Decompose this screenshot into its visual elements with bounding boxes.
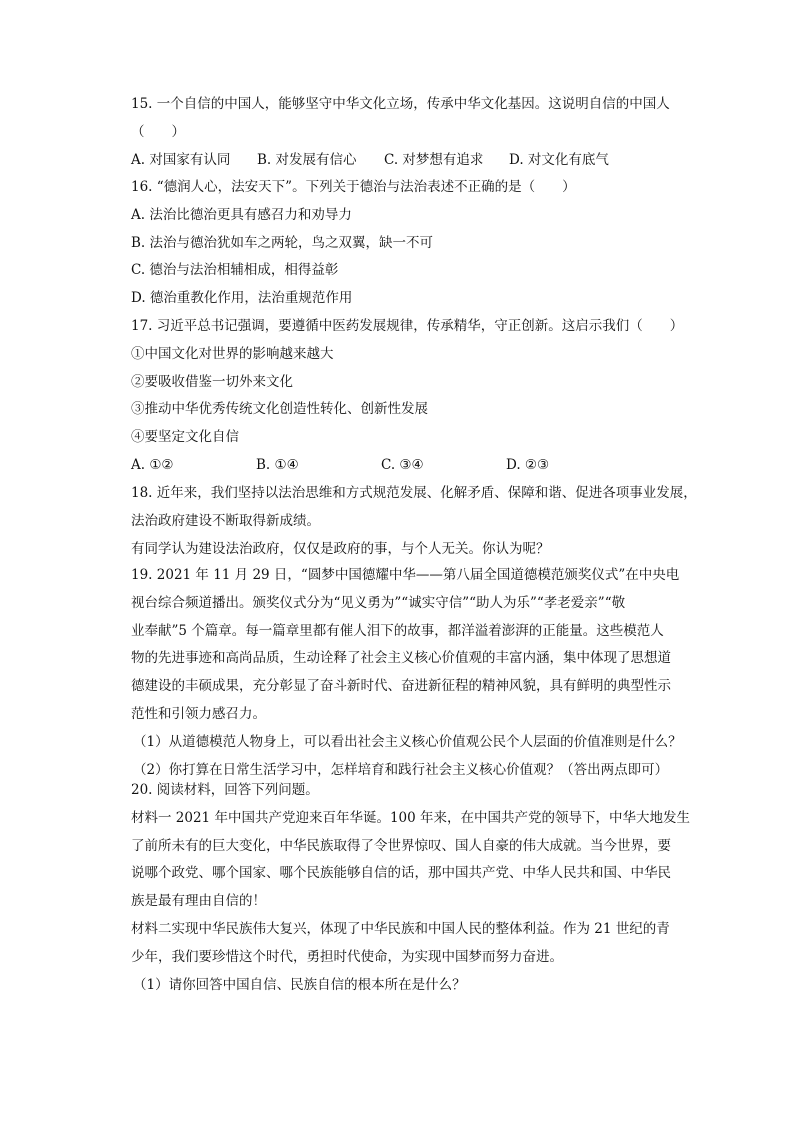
material-1-line-1: 材料一 2021 年中国共产党迎来百年华诞。100 年来，在中国共产党的领导下，中华大地发生 <box>131 809 690 826</box>
question-19-line-3: 业奉献”5 个篇章。每一篇章里都有催人泪下的故事，都洋溢着澎湃的正能量。这些模范人 <box>131 622 664 639</box>
question-15-options <box>131 147 711 175</box>
option-a: A. 对国家有认同 <box>131 151 231 168</box>
option-d: D. 对文化有底气 <box>509 151 609 168</box>
material-1-line-2: 了前所未有的巨大变化，中华民族取得了令世界惊叹、国人自豪的伟大成就。当今世界，要 <box>131 837 671 854</box>
option-a: A. 法治比德治更具有感召力和劝导力 <box>131 206 352 223</box>
question-19-line-6: 范性和引领力感召力。 <box>131 705 266 722</box>
question-18-line-1: 18. 近年来，我们坚持以法治思维和方式规范发展、化解矛盾、保障和谐、促进各项事业发展， <box>131 485 697 501</box>
option-c: C. ③④ <box>381 456 424 473</box>
question-18 <box>131 480 711 563</box>
question-15 <box>131 91 711 174</box>
question-20 <box>131 777 711 999</box>
question-18-prompt: 有同学认为建设法治政府，仅仅是政府的事，与个人无关。你认为呢？ <box>131 540 550 557</box>
question-16-stem: 16. “德润人心，法安天下”。下列关于德治与法治表述不正确的是（ ） <box>131 179 576 195</box>
question-20-stem: 20. 阅读材料，回答下列问题。 <box>131 782 319 798</box>
option-d: D. 德治重教化作用，法治重规范作用 <box>131 290 353 307</box>
question-19-sub-2: （2）你打算在日常生活学习中，怎样培育和践行社会主义核心价值观？（答出两点即可） <box>133 761 669 778</box>
question-16 <box>131 174 711 313</box>
material-1-line-4: 族是最有理由自信的！ <box>131 893 266 910</box>
option-b: B. ①④ <box>256 456 299 473</box>
option-c: C. 对梦想有追求 <box>384 151 484 168</box>
option-a: A. ①② <box>131 456 174 473</box>
question-15-stem: 15. 一个自信的中国人，能够坚守中华文化立场，传承中华文化基因。这说明自信的中国人 <box>131 96 670 112</box>
statement-4: ④要坚定文化自信 <box>131 429 239 446</box>
question-19 <box>131 562 711 784</box>
question-19-line-4: 物的先进事迹和高尚品质，生动诠释了社会主义核心价值观的丰富内涵，集中体现了思想道 <box>131 650 671 667</box>
statement-1: ①中国文化对世界的影响越来越大 <box>131 345 334 362</box>
question-15-answer-blank: （ ） <box>131 123 185 140</box>
question-20-sub-1: （1）请你回答中国自信、民族自信的根本所在是什么？ <box>133 976 466 993</box>
question-19-line-1: 19. 2021 年 11 月 29 日，“圆梦中国德耀中华——第八届全国道德模范颁奖仪式”在中央电 <box>131 567 680 583</box>
option-c: C. 德治与法治相辅相成，相得益彰 <box>131 262 339 279</box>
option-d: D. ②③ <box>506 456 550 473</box>
question-19-line-5: 德建设的丰硕成果，充分彰显了奋斗新时代、奋进新征程的精神风貌，具有鲜明的典型性示 <box>131 678 671 695</box>
question-17 <box>131 313 711 480</box>
question-19-line-2: 视台综合频道播出。颁奖仪式分为“见义勇为”“诚实守信”“助人为乐”“孝老爱亲”“敬 <box>131 594 626 611</box>
material-1-line-3: 说哪个政党、哪个国家、哪个民族能够自信的话，那中国共产党、中华人民共和国、中华民 <box>131 865 671 882</box>
material-2-line-1: 材料二实现中华民族伟大复兴，体现了中华民族和中国人民的整体利益。作为 21 世纪的青 <box>131 920 670 937</box>
question-17-stem: 17. 习近平总书记强调，要遵循中医药发展规律，传承精华，守正创新。这启示我们（ ） <box>131 318 684 334</box>
material-2-line-2: 少年，我们要珍惜这个时代，勇担时代使命，为实现中国梦而努力奋进。 <box>131 948 563 965</box>
option-b: B. 对发展有信心 <box>257 151 357 168</box>
question-17-options <box>131 452 711 480</box>
statement-3: ③推动中华优秀传统文化创造性转化、创新性发展 <box>131 401 428 418</box>
question-18-line-2: 法治政府建设不断取得新成绩。 <box>131 512 320 529</box>
question-19-sub-1: （1）从道德模范人物身上，可以看出社会主义核心价值观公民个人层面的价值准则是什么？ <box>133 733 682 750</box>
option-b: B. 法治与德治犹如车之两轮，鸟之双翼，缺一不可 <box>131 234 434 251</box>
statement-2: ②要吸收借鉴一切外来文化 <box>131 373 293 390</box>
